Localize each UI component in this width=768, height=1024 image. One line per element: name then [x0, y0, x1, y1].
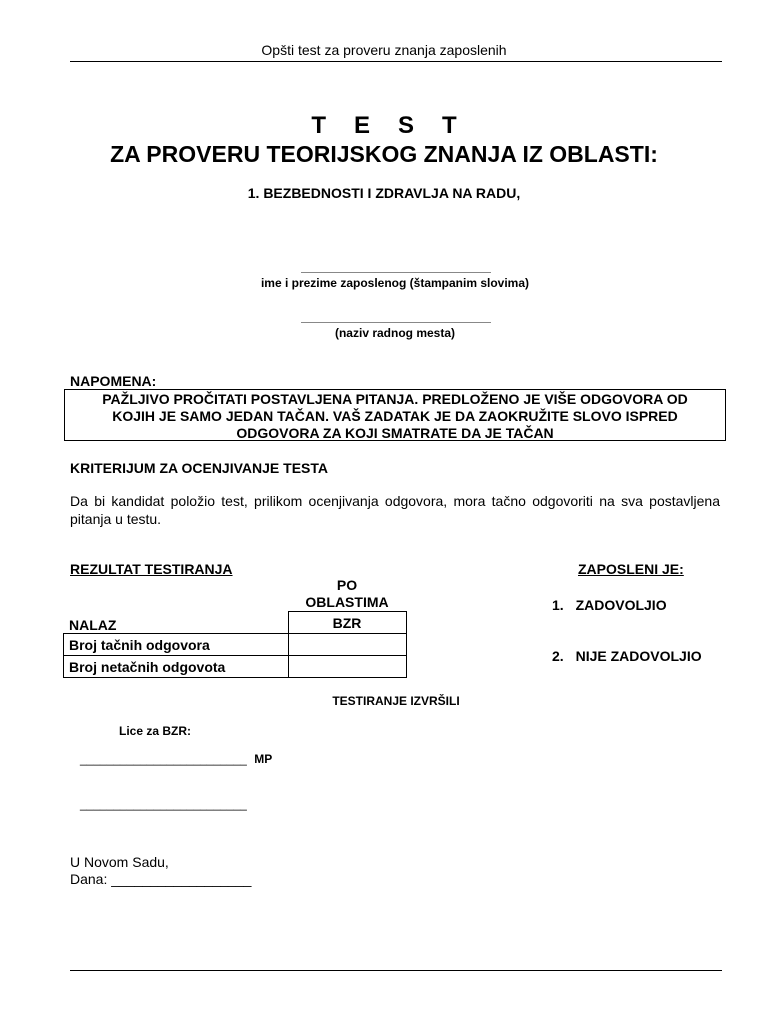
table-row: [64, 656, 407, 678]
note-line-3: ODGOVORA ZA KOJI SMATRATE DA JE TAČAN: [236, 425, 554, 441]
row-value-cell[interactable]: [288, 634, 406, 656]
title-subtitle: ZA PROVERU TEORIJSKOG ZNANJA IZ OBLASTI:: [110, 141, 658, 167]
row-value-cell[interactable]: [288, 656, 406, 678]
signature-line-2[interactable]: _________________________: [80, 797, 247, 811]
note-line-1: PAŽLJIVO PROČITATI POSTAVLJENA PITANJA. PREDLOŽENO JE VIŠE ODGOVORA OD: [102, 391, 688, 407]
employee-option-1[interactable]: [552, 597, 667, 613]
note-heading: NAPOMENA:: [70, 373, 157, 389]
note-box: [64, 389, 726, 441]
signature-line-1[interactable]: [80, 752, 272, 766]
column-bzr: BZR: [288, 612, 406, 634]
testers-person-label: Lice za BZR:: [119, 724, 192, 738]
employee-heading: ZAPOSLENI JE:: [578, 561, 684, 577]
workplace-field-label: (naziv radnog mesta): [334, 326, 456, 340]
option-label: NIJE ZADOVOLJIO: [575, 648, 702, 664]
footer-city: U Novom Sadu,: [70, 854, 169, 870]
mp-label: MP: [254, 752, 273, 766]
title-test: TEST: [311, 112, 485, 139]
workplace-field-line[interactable]: [301, 322, 491, 323]
footer-divider: [70, 970, 722, 971]
results-po-label: PO: [336, 577, 358, 593]
results-table: [63, 611, 407, 678]
table-row: [64, 634, 407, 656]
header-divider: [70, 61, 722, 62]
signature-underscores: _________________________: [80, 752, 247, 766]
employee-option-2[interactable]: [552, 648, 702, 664]
option-number: 2.: [552, 648, 564, 664]
title-area: 1. BEZBEDNOSTI I ZDRAVLJA NA RADU,: [247, 185, 521, 201]
name-field-label: ime i prezime zaposlenog (štampanim slovima): [260, 276, 530, 290]
date-label: Dana:: [70, 871, 108, 887]
results-oblastima-label: OBLASTIMA: [305, 594, 389, 610]
table-header-row: [64, 612, 407, 634]
row-label: Broj netačnih odgovota: [64, 656, 289, 678]
row-label: Broj tačnih odgovora: [64, 634, 289, 656]
criteria-heading: KRITERIJUM ZA OCENJIVANJE TESTA: [70, 460, 328, 476]
results-nalaz-label: NALAZ: [69, 617, 117, 633]
testers-heading: TESTIRANJE IZVRŠILI: [332, 694, 460, 708]
criteria-text: Da bi kandidat položio test, prilikom ocenjivanja odgovora, mora tačno odgovoriti na sva postavljena pitanja u testu.: [70, 493, 720, 527]
option-number: 1.: [552, 597, 564, 613]
date-line[interactable]: __________________: [111, 871, 252, 887]
footer-date: [70, 871, 251, 887]
results-heading: REZULTAT TESTIRANJA: [70, 561, 233, 577]
document-header: Opšti test za proveru znanja zaposlenih: [261, 42, 507, 58]
note-line-2: KOJIH JE SAMO JEDAN TAČAN. VAŠ ZADATAK JE DA ZAOKRUŽITE SLOVO ISPRED: [112, 408, 678, 424]
option-label: ZADOVOLJIO: [575, 597, 667, 613]
name-field-line[interactable]: [301, 272, 491, 273]
